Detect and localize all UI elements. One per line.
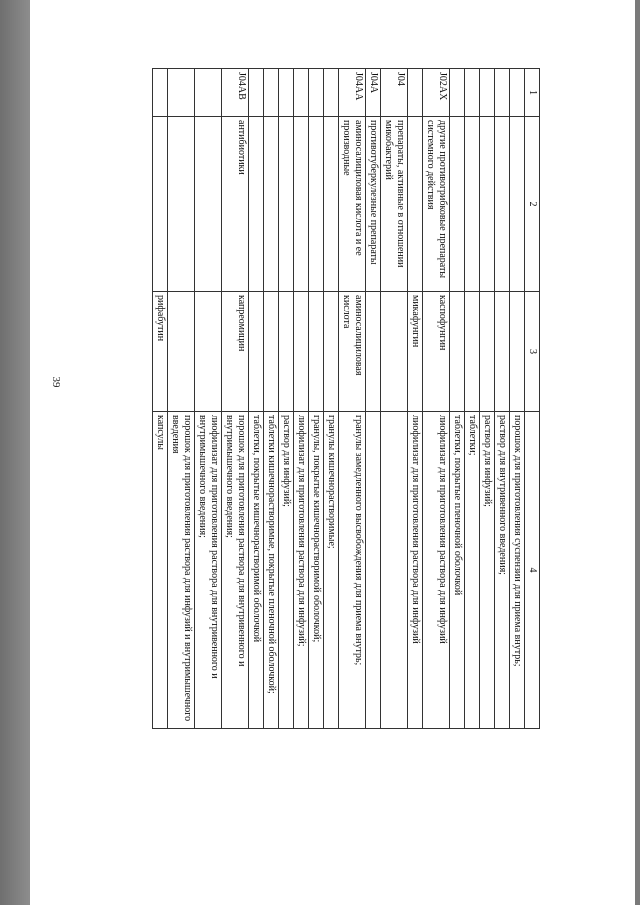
code-cell: J04A [366,69,381,117]
group-cell [264,117,279,292]
drug-cell [324,292,339,412]
form-cell: таблетки кишечнорастворимые, покрытые пленочной оболочкой; [264,412,279,729]
form-cell: гранулы кишечнорастворимые; [324,412,339,729]
header-col-3: 3 [525,292,540,412]
code-cell [279,69,294,117]
table-row [309,69,324,729]
table-row [408,69,423,729]
drug-cell [195,292,222,412]
group-cell [294,117,309,292]
form-cell: раствор для внутривенного введения; [495,412,510,729]
group-cell: антибиотики [222,117,249,292]
drug-cell [381,292,408,412]
form-cell: порошок для приготовления раствора для инфузий и внутримышечного введения [168,412,195,729]
form-cell: раствор для инфузий; [279,412,294,729]
drug-cell [294,292,309,412]
code-cell: J02AX [423,69,450,117]
table-row [294,69,309,729]
group-cell [324,117,339,292]
drug-cell [495,292,510,412]
page-number: 39 [50,376,62,388]
group-cell [480,117,495,292]
code-cell [480,69,495,117]
table-row [264,69,279,729]
table-row [249,69,264,729]
group-cell [195,117,222,292]
table-row [222,69,249,729]
group-cell [279,117,294,292]
form-cell: гранулы, покрытые кишечнорастворимой оболочкой; [309,412,324,729]
table-row [324,69,339,729]
header-row [525,69,540,729]
group-cell: препараты, активные в отношении микобактерий [381,117,408,292]
drug-cell: аминосалициловая кислота [339,292,366,412]
code-cell [168,69,195,117]
code-cell [495,69,510,117]
table-row [366,69,381,729]
drug-cell [510,292,525,412]
drug-cell [264,292,279,412]
code-cell [195,69,222,117]
code-cell [408,69,423,117]
code-cell [465,69,480,117]
group-cell [309,117,324,292]
form-cell: лиофилизат для приготовления раствора для внутривенного и внутримышечного введения; [195,412,222,729]
table-row [381,69,408,729]
group-cell: другие противогрибковые препараты системного действия [423,117,450,292]
drug-cell [366,292,381,412]
group-cell: аминосалициловая кислота и ее производные [339,117,366,292]
code-cell [309,69,324,117]
code-cell [294,69,309,117]
drug-cell: капреомицин [222,292,249,412]
drug-table [152,68,540,729]
form-cell: таблетки, покрытые пленочной оболочкой [450,412,465,729]
group-cell [153,117,168,292]
form-cell: раствор для инфузий; [480,412,495,729]
group-cell [408,117,423,292]
group-cell [450,117,465,292]
code-cell: J04AB [222,69,249,117]
drug-cell: рифабутин [153,292,168,412]
form-cell: гранулы замедленного высвобождения для приема внутрь; [339,412,366,729]
drug-cell [249,292,264,412]
drug-cell: каспофунгин [423,292,450,412]
table-row [450,69,465,729]
form-cell: порошок для приготовления суспензии для приема внутрь; [510,412,525,729]
header-col-2: 2 [525,117,540,292]
table-row [495,69,510,729]
group-cell: противотуберкулезные препараты [366,117,381,292]
code-cell [153,69,168,117]
header-col-1: 1 [525,69,540,117]
drug-cell [465,292,480,412]
group-cell [168,117,195,292]
table-row [339,69,366,729]
code-cell: J04AA [339,69,366,117]
table-row [279,69,294,729]
code-cell [510,69,525,117]
form-cell: лиофилизат для приготовления раствора для инфузий; [294,412,309,729]
drug-cell [480,292,495,412]
form-cell: капсулы [153,412,168,729]
form-cell: лиофилизат для приготовления раствора для инфузий [408,412,423,729]
form-cell: таблетки, покрытые кишечнорастворимой оболочкой [249,412,264,729]
code-cell: J04 [381,69,408,117]
table-row [168,69,195,729]
form-cell: таблетки; [465,412,480,729]
drug-cell [168,292,195,412]
code-cell [450,69,465,117]
drug-cell [450,292,465,412]
code-cell [324,69,339,117]
rotated-table-container [100,68,540,728]
header-col-4: 4 [525,412,540,729]
code-cell [264,69,279,117]
form-cell [381,412,408,729]
group-cell [249,117,264,292]
group-cell [495,117,510,292]
drug-cell: микафунгин [408,292,423,412]
form-cell [366,412,381,729]
table-row [195,69,222,729]
table-row [423,69,450,729]
table-body [153,69,525,729]
scan-edge [0,0,30,905]
table-row [153,69,168,729]
drug-cell [309,292,324,412]
group-cell [510,117,525,292]
code-cell [249,69,264,117]
form-cell: лиофилизат для приготовления раствора для инфузий [423,412,450,729]
table-row [480,69,495,729]
form-cell: порошок для приготовления раствора для внутривенного и внутримышечного введения; [222,412,249,729]
group-cell [465,117,480,292]
table-row [510,69,525,729]
drug-cell [279,292,294,412]
table-row [465,69,480,729]
